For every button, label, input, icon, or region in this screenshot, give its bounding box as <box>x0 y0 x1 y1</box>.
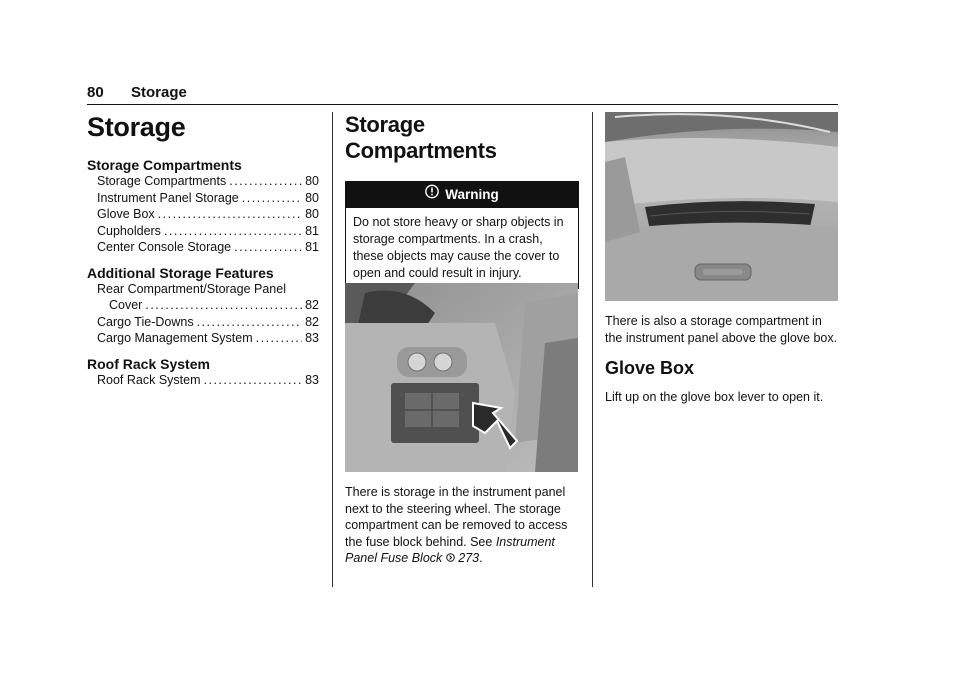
upper-storage-body: There is also a storage compartment in the instrument panel above the glove box. <box>605 314 838 345</box>
toc-entry[interactable] <box>87 297 319 314</box>
toc-entry-text: Cupholders <box>97 223 161 238</box>
toc-entry[interactable] <box>87 206 319 223</box>
toc-entry[interactable] <box>87 314 319 331</box>
toc-entry[interactable] <box>87 372 319 389</box>
right-column-body <box>605 313 838 406</box>
warning-box <box>345 181 579 289</box>
fuse-block-link[interactable]: Instrument Panel Fuse Block <box>345 534 555 565</box>
toc-entry-text: Instrument Panel Storage <box>97 190 239 205</box>
glove-box-photo <box>605 112 838 301</box>
toc-entry-text: Cover <box>109 298 143 312</box>
toc-entry-text: Center Console Storage <box>97 240 232 254</box>
column-divider-2 <box>592 112 593 587</box>
header-section-title: Storage <box>131 84 187 101</box>
glove-box-body: Lift up on the glove box lever to open it. <box>605 390 824 404</box>
page-header <box>87 84 838 105</box>
section-title: Storage Compartments <box>345 112 497 163</box>
toc-group-roof-rack <box>87 356 319 389</box>
page-reference-icon <box>446 550 455 567</box>
toc-entry-text: Glove Box <box>97 207 155 221</box>
toc-entry-page: 82 <box>305 314 319 329</box>
body-text: There is storage in the instrument panel next to the steering wheel. The storage compartment can be removed to access the fuse block behind. See <box>345 485 568 549</box>
column-divider-1 <box>332 112 333 587</box>
toc-heading: Additional Storage Features <box>87 264 274 281</box>
toc-entry[interactable] <box>87 239 319 256</box>
toc-entry-text: Roof Rack System <box>97 372 201 387</box>
chapter-title: Storage <box>87 112 186 142</box>
warning-icon <box>425 182 439 208</box>
toc-entry-page: 80 <box>305 207 319 221</box>
toc-entry-text: Storage Compartments <box>97 174 227 188</box>
glove-box-title: Glove Box <box>605 358 695 378</box>
toc-group-storage-compartments <box>87 157 319 256</box>
warning-text: Do not store heavy or sharp objects in storage compartments. In a crash, these objects may cause the cover to open and could result in injury. <box>353 215 564 280</box>
toc-entry-text: Cargo Management System <box>97 331 253 345</box>
toc-entry[interactable] <box>87 330 319 347</box>
page-reference-number[interactable]: 273 <box>458 551 480 565</box>
main-column-body <box>345 484 579 567</box>
toc-entry[interactable] <box>87 173 319 190</box>
toc-entry-page: 81 <box>305 240 319 254</box>
instrument-panel-body <box>345 484 579 567</box>
toc-entry-page: 82 <box>305 298 319 312</box>
toc-column <box>87 112 319 388</box>
toc-entry[interactable] <box>87 223 319 240</box>
toc-entry-text: Rear Compartment/Storage Panel <box>97 281 286 296</box>
toc-entry[interactable] <box>87 190 319 207</box>
instrument-panel-photo <box>345 283 578 472</box>
toc-entry-page: 80 <box>305 190 319 205</box>
toc-group-additional-storage <box>87 265 319 347</box>
warning-label: Warning <box>445 187 499 202</box>
toc-entry-page: 83 <box>305 372 319 387</box>
toc-heading: Storage Compartments <box>87 157 242 173</box>
toc-entry-line1[interactable] <box>87 281 319 298</box>
toc-entry-page: 83 <box>305 331 319 345</box>
page-number: 80 <box>87 84 104 101</box>
toc-entry-page: 80 <box>305 174 319 188</box>
toc-entry-page: 81 <box>305 223 319 238</box>
toc-heading: Roof Rack System <box>87 355 210 372</box>
toc-entry-text: Cargo Tie-Downs <box>97 314 194 329</box>
warning-header <box>346 182 578 208</box>
body-text-end: . <box>479 551 483 565</box>
